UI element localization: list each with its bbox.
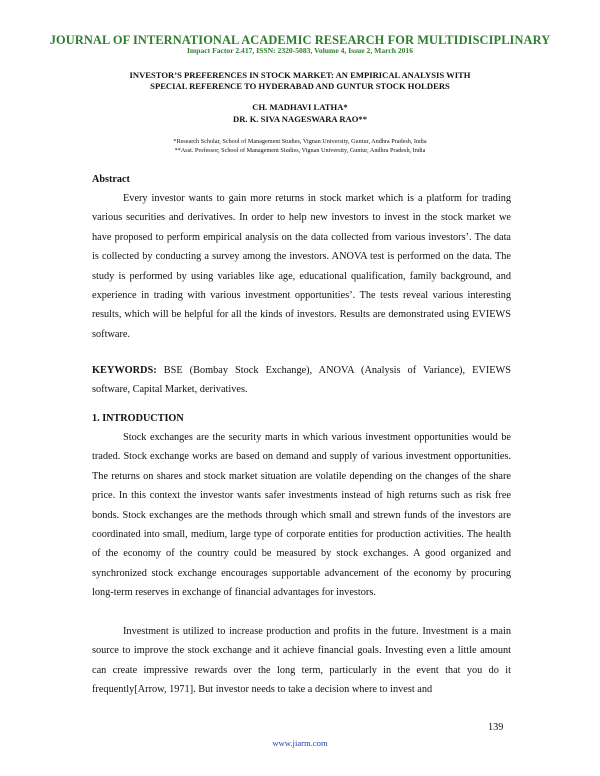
author-affiliation: **Asst. Professor, School of Management Studies, Vignan University, Guntur, Andhra Pradesh, India xyxy=(174,147,426,154)
abstract-heading: Abstract xyxy=(92,174,130,185)
introduction-heading: 1. INTRODUCTION xyxy=(92,413,184,424)
paper-title-line: INVESTOR’S PREFERENCES IN STOCK MARKET: AN EMPIRICAL ANALYSIS WITH xyxy=(129,70,471,80)
paper-title-line: SPECIAL REFERENCE TO HYDERABAD AND GUNTUR STOCK HOLDERS xyxy=(150,81,450,91)
author-name: CH. MADHAVI LATHA* xyxy=(252,102,348,112)
journal-meta: Impact Factor 2.417, ISSN: 2320-5083, Volume 4, Issue 2, March 2016 xyxy=(186,46,414,55)
keywords-section xyxy=(92,361,511,400)
paper-title xyxy=(70,70,530,92)
introduction-paragraph: Investment is utilized to increase production and profits in the future. Investment is a main source to improve the stock exchange and it achieve financial goals. Investing even a little amount can create impressive rewards over the long term, particularly in the event that you do it frequently[Arrow, 1971]. But investor needs to take a decision where to invest and xyxy=(92,626,511,696)
author-name: DR. K. SIVA NAGESWARA RAO** xyxy=(232,114,368,124)
keywords-label: KEYWORDS: xyxy=(92,365,157,376)
introduction-paragraph: Stock exchanges are the security marts in which various investment opportunities would be traded. Stock exchange works are based on demand and supply of various investment opportunities. The returns on shares and stock market situation are volatile depending on the changes of the share price. In this context the investor wants safer investments instead of high returns such as risk free bonds. Stock exchanges are the methods through which small and strewn funds of the investors are coordinated into small, medium, large type of corporate entities for production activities. The health of the economy of the country could be measured by stock exchanges. A good organized and synchronized stock exchange encourages supportable advancement of the economy by procuring long-term reserves in exchange of financial advantages for investors. xyxy=(92,432,511,599)
author-affiliation: *Research Scholar, School of Management Studies, Vignan University, Guntur, Andhra Pradesh, India xyxy=(173,138,427,145)
keywords-text: BSE (Bombay Stock Exchange), ANOVA (Analysis of Variance), EVIEWS software, Capital Market, derivatives. xyxy=(92,365,511,396)
page-number: 139 xyxy=(488,722,504,733)
footer-url[interactable]: www.jiarm.com xyxy=(272,738,328,748)
abstract-text: Every investor wants to gain more returns in stock market which is a platform for trading various securities and derivatives. In order to help new investors to invest in the stock market we have proposed to perform empirical analysis on the data collected from various investors’. The data is collected by conducting a survey among the investors. ANOVA test is performed on the data. The study is performed by using variables like age, educational qualification, family background, and experience in trading with various investment opportunities’. The tests reveal various interesting results, which will be helpful for all the kinds of investors. Results are demonstrated using EVIEWS software. xyxy=(92,193,511,340)
journal-title: JOURNAL OF INTERNATIONAL ACADEMIC RESEARCH FOR MULTIDISCIPLINARY xyxy=(49,33,551,47)
